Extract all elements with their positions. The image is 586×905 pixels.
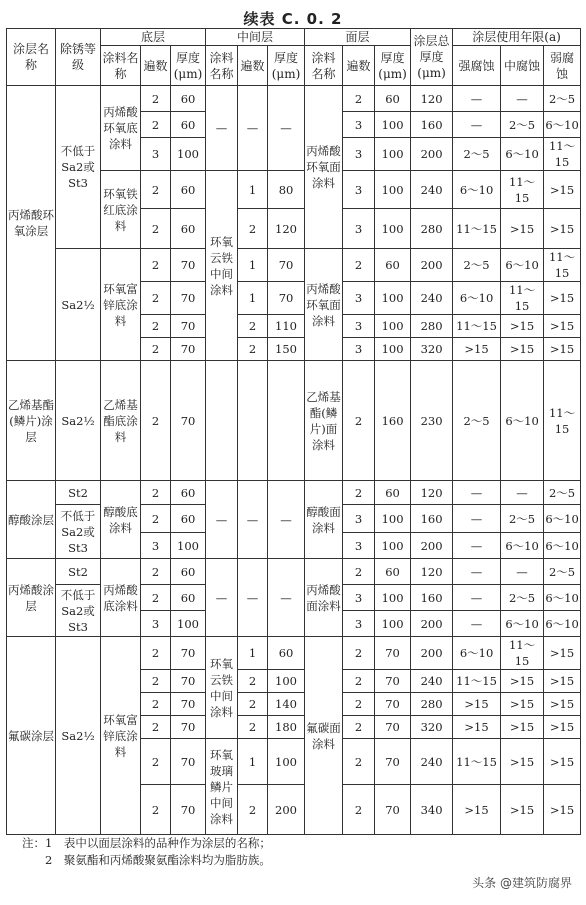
paint-cell: 丙烯酸环氧底涂料 (101, 86, 141, 171)
cell: 6～10 (453, 171, 501, 209)
cell (268, 361, 305, 481)
cell: 6～10 (453, 282, 501, 315)
table-row (7, 559, 581, 585)
cell: — (206, 559, 238, 637)
cell: 100 (375, 138, 411, 171)
cell: 2 (343, 785, 375, 835)
cell: >15 (544, 637, 581, 670)
cell: >15 (544, 693, 581, 716)
cell: 70 (375, 637, 411, 670)
cell: — (501, 86, 544, 112)
cell: 2 (343, 716, 375, 739)
cell: 70 (375, 693, 411, 716)
cell: 120 (411, 559, 453, 585)
cell: 1 (238, 739, 268, 785)
col-coating-name: 涂层名称 (7, 29, 56, 86)
cell: 60 (375, 559, 411, 585)
bottom-passes: 遍数 (141, 46, 171, 86)
cell: >15 (544, 670, 581, 693)
cell: 150 (268, 338, 305, 361)
cell: >15 (501, 739, 544, 785)
cell: 6～10 (501, 533, 544, 559)
cell: >15 (501, 670, 544, 693)
cell: 100 (171, 138, 206, 171)
cell: 3 (343, 138, 375, 171)
cell: 240 (411, 739, 453, 785)
cell: 3 (141, 138, 171, 171)
coating-name-cell: 丙烯酸环氧涂层 (7, 86, 56, 361)
cell: 6～10 (501, 138, 544, 171)
cell: — (453, 559, 501, 585)
cell: 2 (141, 338, 171, 361)
cell: 2～5 (453, 138, 501, 171)
cell (206, 361, 238, 481)
cell: >15 (544, 338, 581, 361)
top-thickness: 厚度(μm) (375, 46, 411, 86)
cell: 2 (238, 338, 268, 361)
cell: 2 (141, 361, 171, 481)
col-service-life: 涂层使用年限(a) (453, 29, 581, 46)
cell: 60 (171, 505, 206, 533)
cell: 60 (375, 481, 411, 505)
cell: 240 (411, 171, 453, 209)
cell: 2～5 (544, 481, 581, 505)
cell: 70 (171, 315, 206, 338)
cell: 200 (268, 785, 305, 835)
top-passes: 遍数 (343, 46, 375, 86)
coating-name-cell: 醇酸涂层 (7, 481, 56, 559)
paint-cell: 环氧富锌底涂料 (101, 637, 141, 835)
cell: >15 (501, 315, 544, 338)
cell: 230 (411, 361, 453, 481)
cell: 200 (411, 249, 453, 282)
cell: 60 (268, 637, 305, 670)
cell: >15 (544, 315, 581, 338)
cell: 11～15 (453, 739, 501, 785)
cell: 60 (375, 249, 411, 282)
cell: 1 (238, 637, 268, 670)
cell: >15 (501, 209, 544, 249)
cell: >15 (453, 785, 501, 835)
cell: 100 (375, 112, 411, 138)
header-row-1 (7, 29, 581, 46)
cell: >15 (544, 716, 581, 739)
cell: 140 (268, 693, 305, 716)
coating-name-cell: 氟碳涂层 (7, 637, 56, 835)
cell: 2 (141, 86, 171, 112)
cell: — (206, 481, 238, 559)
cell: 160 (411, 505, 453, 533)
cell: 11～15 (453, 670, 501, 693)
cell: 11～15 (544, 138, 581, 171)
cell: — (268, 86, 305, 171)
cell: 2 (141, 505, 171, 533)
cell: 11～15 (501, 282, 544, 315)
cell: 200 (411, 611, 453, 637)
cell: 160 (411, 585, 453, 611)
top-paint: 涂料名称 (305, 46, 343, 86)
cell: — (238, 559, 268, 637)
cell: 2～5 (501, 112, 544, 138)
cell: 60 (375, 86, 411, 112)
cell: 240 (411, 282, 453, 315)
paint-cell: 醇酸底涂料 (101, 481, 141, 559)
cell: 2 (343, 249, 375, 282)
paint-cell: 丙烯酸环氧面涂料 (305, 86, 343, 249)
cell: >15 (501, 785, 544, 835)
cell: 110 (268, 315, 305, 338)
cell: 3 (343, 585, 375, 611)
table-row (7, 249, 581, 282)
cell: 2～5 (453, 361, 501, 481)
cell: 100 (375, 338, 411, 361)
middle-passes: 遍数 (238, 46, 268, 86)
cell: 60 (171, 209, 206, 249)
cell: 1 (238, 249, 268, 282)
cell: >15 (544, 282, 581, 315)
table-row (7, 481, 581, 505)
cell: >15 (544, 209, 581, 249)
cell: 2～5 (501, 585, 544, 611)
cell: 70 (171, 670, 206, 693)
cell: 100 (375, 282, 411, 315)
cell: 11～15 (501, 637, 544, 670)
cell: 2 (141, 209, 171, 249)
cell: 6～10 (544, 533, 581, 559)
cell: — (501, 559, 544, 585)
rust-grade-cell: Sa2½ (56, 249, 101, 361)
life-strong: 强腐蚀 (453, 46, 501, 86)
cell: 70 (375, 670, 411, 693)
cell: 6～10 (453, 637, 501, 670)
cell: 180 (268, 716, 305, 739)
cell: 11～15 (544, 361, 581, 481)
watermark: 头条 @建筑防腐界 (472, 876, 572, 890)
cell: 100 (375, 505, 411, 533)
cell: — (268, 481, 305, 559)
cell: — (238, 86, 268, 171)
cell: 70 (171, 739, 206, 785)
rust-grade-cell: Sa2½ (56, 637, 101, 835)
cell: — (238, 481, 268, 559)
cell: 2 (343, 693, 375, 716)
cell: 3 (343, 611, 375, 637)
cell: 100 (375, 585, 411, 611)
cell: 2～5 (501, 505, 544, 533)
cell: 2～5 (544, 559, 581, 585)
cell: 2 (343, 361, 375, 481)
middle-paint: 涂料名称 (206, 46, 238, 86)
cell: 3 (141, 611, 171, 637)
paint-cell: 丙烯酸底涂料 (101, 559, 141, 637)
cell: — (268, 559, 305, 637)
cell: — (453, 611, 501, 637)
cell: 100 (171, 533, 206, 559)
cell: 2 (343, 481, 375, 505)
cell: 120 (411, 481, 453, 505)
cell: 2 (238, 209, 268, 249)
cell: — (453, 481, 501, 505)
cell: 2 (141, 739, 171, 785)
cell: 60 (171, 86, 206, 112)
cell: 6～10 (544, 585, 581, 611)
cell: 340 (411, 785, 453, 835)
cell: 6～10 (501, 361, 544, 481)
cell: 120 (411, 86, 453, 112)
cell: — (453, 533, 501, 559)
cell: 200 (411, 637, 453, 670)
cell: 70 (171, 716, 206, 739)
cell: 100 (375, 611, 411, 637)
rust-grade-cell: 不低于Sa2或St3 (56, 585, 101, 637)
cell: — (453, 585, 501, 611)
coating-name-cell: 丙烯酸涂层 (7, 559, 56, 637)
cell: 60 (171, 171, 206, 209)
cell: 11～15 (453, 209, 501, 249)
coating-name-cell: 乙烯基酯(鳞片)涂层 (7, 361, 56, 481)
cell: 70 (268, 282, 305, 315)
cell: 2 (141, 171, 171, 209)
paint-cell: 环氧铁红底涂料 (101, 171, 141, 249)
cell: >15 (544, 171, 581, 209)
bottom-thickness: 厚度(μm) (171, 46, 206, 86)
cell: 70 (375, 739, 411, 785)
cell: 2 (141, 785, 171, 835)
table-notes (22, 835, 271, 869)
middle-thickness: 厚度(μm) (268, 46, 305, 86)
cell: 240 (411, 670, 453, 693)
cell: 3 (343, 112, 375, 138)
cell: >15 (501, 693, 544, 716)
table-row (7, 637, 581, 670)
cell: 160 (375, 361, 411, 481)
cell: 320 (411, 338, 453, 361)
cell: 11～15 (501, 171, 544, 209)
paint-cell: 乙烯基酯底涂料 (101, 361, 141, 481)
cell: 6～10 (501, 611, 544, 637)
cell: 3 (141, 533, 171, 559)
cell: — (453, 86, 501, 112)
cell: 70 (171, 249, 206, 282)
cell: 2 (141, 481, 171, 505)
cell: 70 (171, 637, 206, 670)
cell: 2 (141, 112, 171, 138)
cell: 100 (268, 739, 305, 785)
cell: 2～5 (544, 86, 581, 112)
cell: 280 (411, 209, 453, 249)
col-top: 面层 (305, 29, 411, 46)
cell: 60 (171, 585, 206, 611)
cell: 2 (238, 315, 268, 338)
cell: 100 (268, 670, 305, 693)
cell: 2 (141, 315, 171, 338)
rust-grade-cell: 不低于Sa2或St3 (56, 86, 101, 249)
table-row (7, 361, 581, 481)
cell: 3 (343, 533, 375, 559)
cell: 70 (171, 785, 206, 835)
cell: 2 (238, 670, 268, 693)
table-title: 续表 C. 0. 2 (243, 10, 343, 28)
cell: 3 (343, 505, 375, 533)
cell: >15 (453, 693, 501, 716)
cell (238, 361, 268, 481)
cell: 70 (171, 338, 206, 361)
cell: >15 (544, 739, 581, 785)
paint-cell: 氟碳面涂料 (305, 637, 343, 835)
cell: 2 (141, 670, 171, 693)
col-middle: 中间层 (206, 29, 305, 46)
paint-cell: 环氧云铁中间涂料 (206, 171, 238, 361)
table-row (7, 86, 581, 112)
paint-cell: 丙烯酸环氧面涂料 (305, 249, 343, 361)
col-total-thickness: 涂层总厚度(μm) (411, 29, 453, 86)
cell: 2 (238, 716, 268, 739)
rust-grade-cell: St2 (56, 559, 101, 585)
cell: 11～15 (544, 249, 581, 282)
cell: 3 (343, 315, 375, 338)
cell: 3 (343, 171, 375, 209)
paint-cell: 丙烯酸面涂料 (305, 559, 343, 637)
cell: 3 (343, 338, 375, 361)
cell: 2 (141, 585, 171, 611)
life-medium: 中腐蚀 (501, 46, 544, 86)
cell: 60 (171, 481, 206, 505)
col-bottom: 底层 (101, 29, 206, 46)
cell: 280 (411, 693, 453, 716)
cell: 100 (375, 209, 411, 249)
cell: 70 (268, 249, 305, 282)
cell: — (453, 112, 501, 138)
rust-grade-cell: Sa2½ (56, 361, 101, 481)
cell: 2 (141, 249, 171, 282)
note-1: 注：1 表中以面层涂料的品种作为涂层的名称； (22, 836, 271, 850)
cell: 280 (411, 315, 453, 338)
cell: 2 (141, 693, 171, 716)
cell: 2 (141, 559, 171, 585)
cell: >15 (501, 338, 544, 361)
cell: 2 (238, 693, 268, 716)
cell: 6～10 (544, 505, 581, 533)
paint-cell: 环氧富锌底涂料 (101, 249, 141, 361)
coating-table (6, 28, 581, 835)
paint-cell: 乙烯基酯(鳞片)面涂料 (305, 361, 343, 481)
life-weak: 弱腐蚀 (544, 46, 581, 86)
cell: 70 (171, 361, 206, 481)
cell: 3 (343, 209, 375, 249)
cell: 2 (343, 637, 375, 670)
note-2: 2 聚氨酯和丙烯酸聚氨酯涂料均为脂肪族。 (22, 853, 271, 867)
paint-cell: — (206, 86, 238, 171)
cell: 320 (411, 716, 453, 739)
cell: 1 (238, 171, 268, 209)
cell: 2 (141, 637, 171, 670)
cell: — (501, 481, 544, 505)
cell: 70 (171, 282, 206, 315)
cell: 60 (171, 112, 206, 138)
cell: >15 (453, 338, 501, 361)
cell: 160 (411, 112, 453, 138)
cell: >15 (453, 716, 501, 739)
cell: 200 (411, 533, 453, 559)
rust-grade-cell: 不低于Sa2或St3 (56, 505, 101, 559)
cell: — (453, 505, 501, 533)
bottom-paint: 涂料名称 (101, 46, 141, 86)
cell: >15 (501, 716, 544, 739)
paint-cell: 醇酸面涂料 (305, 481, 343, 559)
cell: 6～10 (544, 112, 581, 138)
paint-cell: 环氧玻璃鳞片中间涂料 (206, 739, 238, 835)
cell: 70 (375, 716, 411, 739)
cell: 6～10 (544, 611, 581, 637)
cell: 2 (343, 559, 375, 585)
cell: >15 (544, 785, 581, 835)
cell: 120 (268, 209, 305, 249)
cell: 2 (343, 739, 375, 785)
cell: 70 (171, 693, 206, 716)
cell: 60 (171, 559, 206, 585)
cell: 100 (375, 171, 411, 209)
cell: 2 (343, 86, 375, 112)
cell: 100 (171, 611, 206, 637)
cell: 3 (343, 282, 375, 315)
col-rust-grade: 除锈等级 (56, 29, 101, 86)
cell: 2～5 (453, 249, 501, 282)
cell: 6～10 (501, 249, 544, 282)
cell: 100 (375, 533, 411, 559)
cell: 80 (268, 171, 305, 209)
cell: 2 (141, 282, 171, 315)
rust-grade-cell: St2 (56, 481, 101, 505)
cell: 2 (238, 785, 268, 835)
cell: 1 (238, 282, 268, 315)
cell: 100 (375, 315, 411, 338)
cell: 11～15 (453, 315, 501, 338)
cell: 2 (141, 716, 171, 739)
cell: 200 (411, 138, 453, 171)
cell: 70 (375, 785, 411, 835)
paint-cell: 环氧云铁中间涂料 (206, 637, 238, 739)
cell: 2 (343, 670, 375, 693)
